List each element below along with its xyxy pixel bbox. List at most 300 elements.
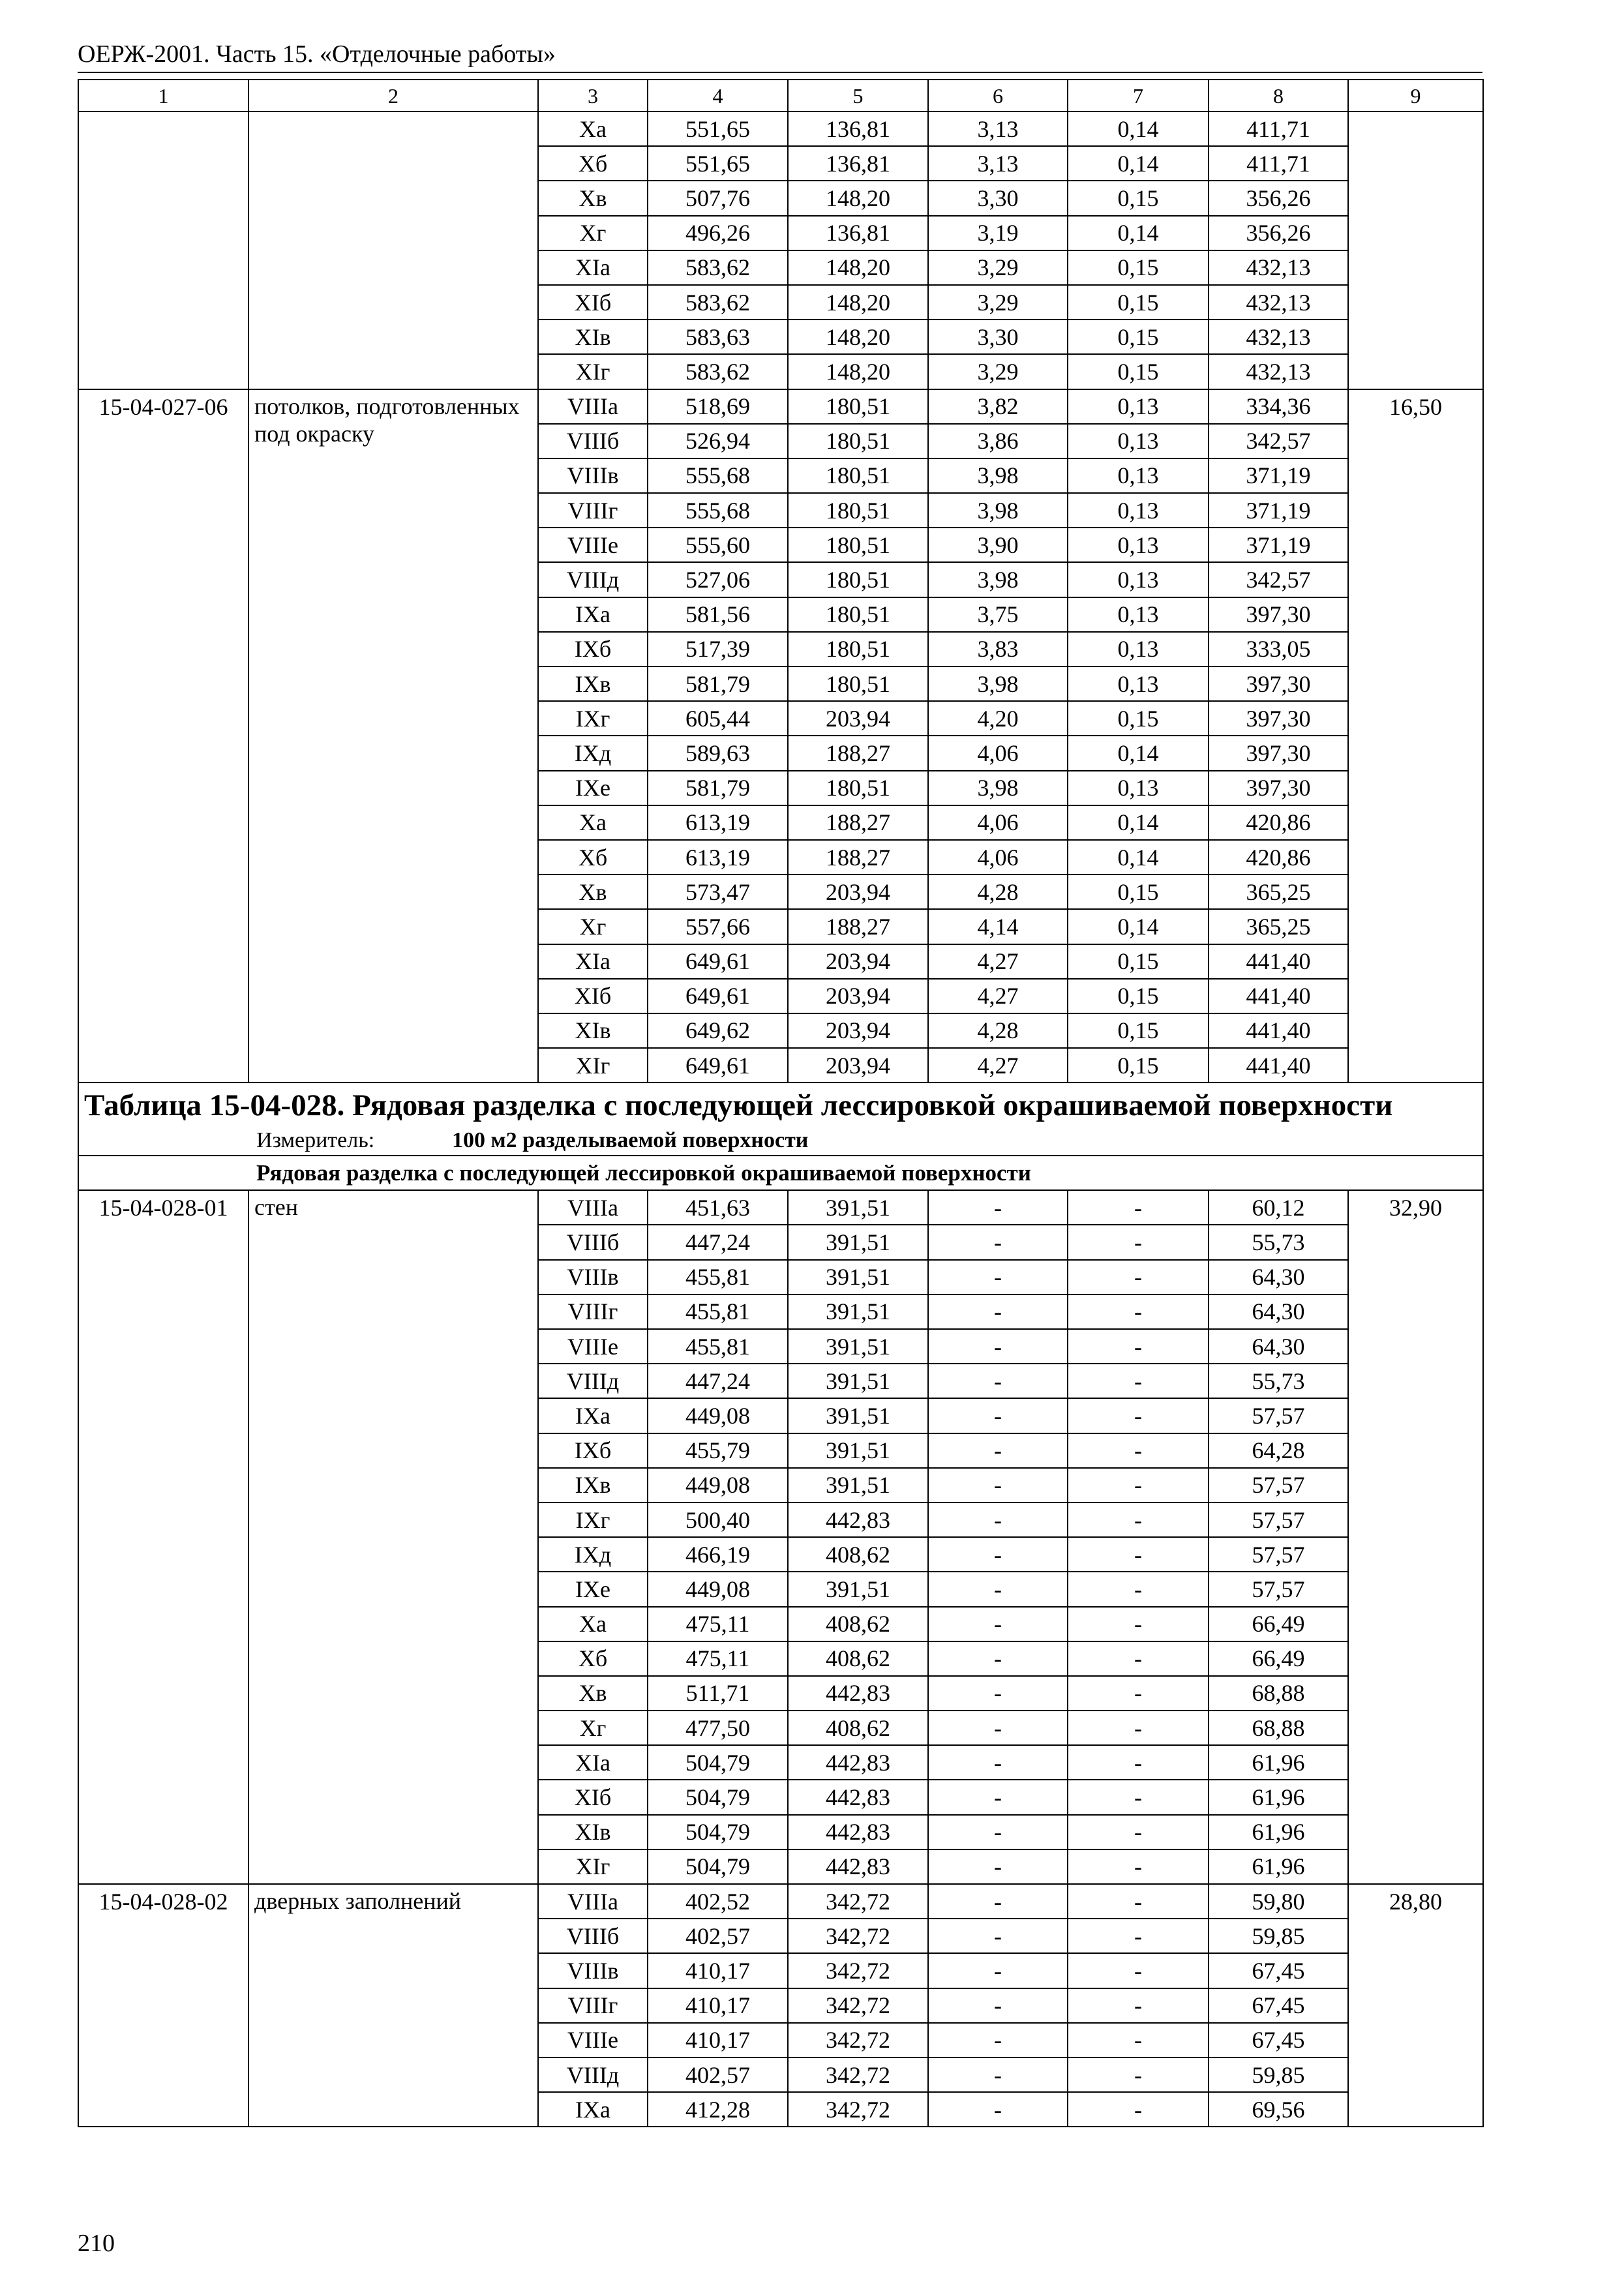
wages-cell: 180,51 — [788, 389, 928, 424]
machines-cell: - — [928, 2057, 1068, 2092]
table-row — [78, 1190, 1483, 1225]
machines-cell: 3,83 — [928, 632, 1068, 666]
grade-cell: VIIIe — [538, 1329, 648, 1364]
total-cost-cell: 447,24 — [648, 1364, 788, 1398]
wages-cell: 148,20 — [788, 285, 928, 320]
column-number: 3 — [538, 80, 648, 112]
total-cell — [1348, 112, 1483, 389]
machinist-wages-cell: - — [1068, 1780, 1209, 1814]
wages-cell: 391,51 — [788, 1225, 928, 1259]
column-number: 4 — [648, 80, 788, 112]
wages-cell: 148,20 — [788, 181, 928, 215]
machinist-wages-cell: - — [1068, 1711, 1209, 1745]
machines-cell: - — [928, 1676, 1068, 1711]
materials-cell: 61,96 — [1209, 1780, 1348, 1814]
machinist-wages-cell: 0,13 — [1068, 389, 1209, 424]
machines-cell: 3,98 — [928, 458, 1068, 493]
column-number: 8 — [1209, 80, 1348, 112]
materials-cell: 64,30 — [1209, 1329, 1348, 1364]
materials-cell: 57,57 — [1209, 1398, 1348, 1433]
machines-cell: 3,82 — [928, 389, 1068, 424]
materials-cell: 57,57 — [1209, 1572, 1348, 1606]
grade-cell: Xг — [538, 909, 648, 944]
grade-cell: XIa — [538, 250, 648, 285]
machines-cell: - — [928, 1884, 1068, 1919]
wages-cell: 180,51 — [788, 458, 928, 493]
wages-cell: 442,83 — [788, 1849, 928, 1884]
grade-cell: IXa — [538, 597, 648, 632]
total-cost-cell: 410,17 — [648, 1988, 788, 2023]
total-cost-cell: 447,24 — [648, 1225, 788, 1259]
wages-cell: 442,83 — [788, 1815, 928, 1849]
machines-cell: 3,29 — [928, 354, 1068, 389]
total-cost-cell: 507,76 — [648, 181, 788, 215]
grade-cell: XIa — [538, 944, 648, 979]
wages-cell: 203,94 — [788, 1013, 928, 1048]
machinist-wages-cell: 0,14 — [1068, 736, 1209, 770]
machines-cell: 4,06 — [928, 736, 1068, 770]
materials-cell: 57,57 — [1209, 1537, 1348, 1572]
machinist-wages-cell: 0,13 — [1068, 771, 1209, 805]
materials-cell: 64,30 — [1209, 1260, 1348, 1294]
materials-cell: 60,12 — [1209, 1190, 1348, 1225]
machines-cell: 3,29 — [928, 285, 1068, 320]
header-rule — [78, 72, 1482, 73]
machines-cell: 3,30 — [928, 320, 1068, 354]
grade-cell: Xa — [538, 805, 648, 840]
machinist-wages-cell: 0,15 — [1068, 320, 1209, 354]
total-cost-cell: 455,81 — [648, 1260, 788, 1294]
machinist-wages-cell: - — [1068, 1988, 1209, 2023]
materials-cell: 371,19 — [1209, 458, 1348, 493]
machinist-wages-cell: 0,13 — [1068, 458, 1209, 493]
grade-cell: IXв — [538, 666, 648, 701]
machinist-wages-cell: - — [1068, 1953, 1209, 1988]
wages-cell: 391,51 — [788, 1468, 928, 1503]
total-cost-cell: 402,57 — [648, 2057, 788, 2092]
machines-cell: - — [928, 1988, 1068, 2023]
wages-cell: 442,83 — [788, 1780, 928, 1814]
machines-cell: 4,28 — [928, 1013, 1068, 1048]
machinist-wages-cell: - — [1068, 2057, 1209, 2092]
machines-cell: 3,98 — [928, 666, 1068, 701]
materials-cell: 59,85 — [1209, 2057, 1348, 2092]
name-cell: дверных заполнений — [248, 1884, 538, 2127]
code-cell: 15-04-028-01 — [78, 1190, 248, 1884]
grade-cell: IXa — [538, 1398, 648, 1433]
total-cost-cell: 410,17 — [648, 1953, 788, 1988]
wages-cell: 203,94 — [788, 1048, 928, 1083]
page-number: 210 — [78, 2230, 115, 2257]
machines-cell: - — [928, 2023, 1068, 2057]
table-title: Таблица 15-04-028. Рядовая разделка с последующей лессировкой окрашиваемой поверхности — [84, 1088, 1393, 1123]
materials-cell: 432,13 — [1209, 354, 1348, 389]
machinist-wages-cell: 0,15 — [1068, 354, 1209, 389]
grade-cell: VIIIe — [538, 2023, 648, 2057]
wages-cell: 342,72 — [788, 2092, 928, 2127]
grade-cell: XIa — [538, 1745, 648, 1780]
machinist-wages-cell: 0,15 — [1068, 944, 1209, 979]
machinist-wages-cell: 0,15 — [1068, 979, 1209, 1013]
machines-cell: - — [928, 1537, 1068, 1572]
grade-cell: VIIIб — [538, 424, 648, 458]
total-cost-cell: 581,79 — [648, 771, 788, 805]
grade-cell: VIIIв — [538, 1953, 648, 1988]
materials-cell: 441,40 — [1209, 1013, 1348, 1048]
grade-cell: Xб — [538, 146, 648, 181]
materials-cell: 61,96 — [1209, 1745, 1348, 1780]
wages-cell: 180,51 — [788, 632, 928, 666]
machines-cell: 4,20 — [928, 701, 1068, 736]
machinist-wages-cell: 0,13 — [1068, 562, 1209, 597]
wages-cell: 391,51 — [788, 1572, 928, 1606]
machines-cell: - — [928, 1641, 1068, 1676]
materials-cell: 66,49 — [1209, 1607, 1348, 1641]
total-cost-cell: 581,56 — [648, 597, 788, 632]
machinist-wages-cell: 0,15 — [1068, 181, 1209, 215]
table-title-row — [78, 1083, 1483, 1156]
total-cost-cell: 551,65 — [648, 146, 788, 181]
total-cost-cell: 555,60 — [648, 528, 788, 562]
total-cost-cell: 649,61 — [648, 979, 788, 1013]
grade-cell: IXд — [538, 1537, 648, 1572]
materials-cell: 342,57 — [1209, 562, 1348, 597]
grade-cell: XIг — [538, 1849, 648, 1884]
materials-cell: 371,19 — [1209, 493, 1348, 528]
table-row — [78, 1884, 1483, 1919]
materials-cell: 57,57 — [1209, 1503, 1348, 1537]
materials-cell: 64,30 — [1209, 1294, 1348, 1329]
materials-cell: 441,40 — [1209, 944, 1348, 979]
total-cost-cell: 573,47 — [648, 875, 788, 909]
total-cost-cell: 496,26 — [648, 216, 788, 250]
total-cost-cell: 412,28 — [648, 2092, 788, 2127]
total-cost-cell: 504,79 — [648, 1780, 788, 1814]
total-cost-cell: 410,17 — [648, 2023, 788, 2057]
column-number: 6 — [928, 80, 1068, 112]
machines-cell: - — [928, 1398, 1068, 1433]
grade-cell: VIIIa — [538, 1884, 648, 1919]
machinist-wages-cell: - — [1068, 2092, 1209, 2127]
machines-cell: 3,86 — [928, 424, 1068, 458]
materials-cell: 57,57 — [1209, 1468, 1348, 1503]
total-cost-cell: 551,65 — [648, 112, 788, 146]
machines-cell: 4,06 — [928, 805, 1068, 840]
materials-cell: 365,25 — [1209, 909, 1348, 944]
materials-cell: 420,86 — [1209, 805, 1348, 840]
wages-cell: 180,51 — [788, 493, 928, 528]
column-number: 1 — [78, 80, 248, 112]
total-cost-cell: 475,11 — [648, 1607, 788, 1641]
materials-cell: 342,57 — [1209, 424, 1348, 458]
machines-cell: - — [928, 1572, 1068, 1606]
grade-cell: VIIIд — [538, 2057, 648, 2092]
materials-cell: 55,73 — [1209, 1225, 1348, 1259]
machines-cell: 4,27 — [928, 979, 1068, 1013]
page-header — [78, 38, 1482, 70]
grade-cell: VIIIe — [538, 528, 648, 562]
machinist-wages-cell: - — [1068, 1815, 1209, 1849]
machines-cell: - — [928, 1260, 1068, 1294]
machinist-wages-cell: 0,15 — [1068, 1048, 1209, 1083]
total-cost-cell: 455,81 — [648, 1329, 788, 1364]
grade-cell: VIIIд — [538, 562, 648, 597]
machines-cell: 4,27 — [928, 1048, 1068, 1083]
materials-cell: 61,96 — [1209, 1815, 1348, 1849]
materials-cell: 397,30 — [1209, 701, 1348, 736]
wages-cell: 148,20 — [788, 354, 928, 389]
grade-cell: Xг — [538, 1711, 648, 1745]
table-title-cell — [78, 1083, 1483, 1156]
machinist-wages-cell: 0,14 — [1068, 805, 1209, 840]
grade-cell: VIIIг — [538, 1294, 648, 1329]
grade-cell: Xв — [538, 1676, 648, 1711]
grade-cell: IXб — [538, 632, 648, 666]
materials-cell: 356,26 — [1209, 181, 1348, 215]
wages-cell: 180,51 — [788, 562, 928, 597]
grade-cell: VIIIa — [538, 1190, 648, 1225]
grade-cell: IXa — [538, 2092, 648, 2127]
machines-cell: - — [928, 1745, 1068, 1780]
total-cost-cell: 504,79 — [648, 1815, 788, 1849]
materials-cell: 411,71 — [1209, 112, 1348, 146]
machinist-wages-cell: - — [1068, 1364, 1209, 1398]
wages-cell: 188,27 — [788, 909, 928, 944]
total-cell: 16,50 — [1348, 389, 1483, 1083]
total-cost-cell: 583,62 — [648, 250, 788, 285]
materials-cell: 397,30 — [1209, 666, 1348, 701]
total-cost-cell: 613,19 — [648, 805, 788, 840]
machinist-wages-cell: 0,14 — [1068, 146, 1209, 181]
wages-cell: 391,51 — [788, 1260, 928, 1294]
total-cost-cell: 451,63 — [648, 1190, 788, 1225]
total-cost-cell: 475,11 — [648, 1641, 788, 1676]
machinist-wages-cell: 0,15 — [1068, 285, 1209, 320]
machines-cell: 3,90 — [928, 528, 1068, 562]
total-cost-cell: 449,08 — [648, 1398, 788, 1433]
machinist-wages-cell: 0,13 — [1068, 597, 1209, 632]
table-row — [78, 112, 1483, 146]
materials-cell: 441,40 — [1209, 979, 1348, 1013]
machinist-wages-cell: - — [1068, 1398, 1209, 1433]
machinist-wages-cell: - — [1068, 1537, 1209, 1572]
machines-cell: - — [928, 1225, 1068, 1259]
machinist-wages-cell: - — [1068, 1641, 1209, 1676]
grade-cell: IXe — [538, 771, 648, 805]
materials-cell: 356,26 — [1209, 216, 1348, 250]
machinist-wages-cell: 0,13 — [1068, 632, 1209, 666]
total-cost-cell: 518,69 — [648, 389, 788, 424]
machinist-wages-cell: - — [1068, 1919, 1209, 1953]
total-cost-cell: 583,63 — [648, 320, 788, 354]
code-cell: 15-04-028-02 — [78, 1884, 248, 2127]
grade-cell: Xб — [538, 1641, 648, 1676]
column-number: 2 — [248, 80, 538, 112]
machines-cell: - — [928, 1468, 1068, 1503]
materials-cell: 397,30 — [1209, 597, 1348, 632]
wages-cell: 391,51 — [788, 1190, 928, 1225]
materials-cell: 432,13 — [1209, 250, 1348, 285]
materials-cell: 68,88 — [1209, 1676, 1348, 1711]
machines-cell: - — [928, 1607, 1068, 1641]
grade-cell: Xб — [538, 840, 648, 875]
total-cost-cell: 583,62 — [648, 354, 788, 389]
wages-cell: 180,51 — [788, 666, 928, 701]
grade-cell: Xв — [538, 181, 648, 215]
machinist-wages-cell: - — [1068, 1190, 1209, 1225]
machines-cell: 3,19 — [928, 216, 1068, 250]
machinist-wages-cell: 0,14 — [1068, 112, 1209, 146]
measure-line — [84, 1124, 1477, 1155]
machines-cell: 4,28 — [928, 875, 1068, 909]
machines-cell: 3,98 — [928, 562, 1068, 597]
wages-cell: 136,81 — [788, 146, 928, 181]
grade-cell: IXб — [538, 1433, 648, 1468]
machinist-wages-cell: - — [1068, 1468, 1209, 1503]
grade-cell: Xa — [538, 112, 648, 146]
materials-cell: 59,80 — [1209, 1884, 1348, 1919]
materials-cell: 55,73 — [1209, 1364, 1348, 1398]
column-number: 7 — [1068, 80, 1209, 112]
machinist-wages-cell: 0,15 — [1068, 250, 1209, 285]
wages-cell: 203,94 — [788, 701, 928, 736]
total-cost-cell: 455,81 — [648, 1294, 788, 1329]
wages-cell: 408,62 — [788, 1641, 928, 1676]
wages-cell: 188,27 — [788, 840, 928, 875]
grade-cell: VIIIб — [538, 1225, 648, 1259]
machinist-wages-cell: 0,13 — [1068, 424, 1209, 458]
materials-cell: 68,88 — [1209, 1711, 1348, 1745]
machinist-wages-cell: 0,14 — [1068, 909, 1209, 944]
grade-cell: VIIIг — [538, 493, 648, 528]
wages-cell: 203,94 — [788, 979, 928, 1013]
machines-cell: - — [928, 1503, 1068, 1537]
name-cell — [248, 112, 538, 389]
grade-cell: XIв — [538, 1013, 648, 1048]
wages-cell: 203,94 — [788, 875, 928, 909]
machinist-wages-cell: - — [1068, 2023, 1209, 2057]
wages-cell: 203,94 — [788, 944, 928, 979]
machines-cell: 4,06 — [928, 840, 1068, 875]
materials-cell: 61,96 — [1209, 1849, 1348, 1884]
wages-cell: 391,51 — [788, 1398, 928, 1433]
materials-cell: 69,56 — [1209, 2092, 1348, 2127]
name-cell: потолков, подготовленных под окраску — [248, 389, 538, 1083]
materials-cell: 441,40 — [1209, 1048, 1348, 1083]
machinist-wages-cell: 0,14 — [1068, 840, 1209, 875]
machines-cell: - — [928, 1329, 1068, 1364]
machines-cell: 4,27 — [928, 944, 1068, 979]
machines-cell: 4,14 — [928, 909, 1068, 944]
wages-cell: 342,72 — [788, 1884, 928, 1919]
machinist-wages-cell: - — [1068, 1294, 1209, 1329]
grade-cell: XIв — [538, 1815, 648, 1849]
machines-cell: 3,98 — [928, 771, 1068, 805]
wages-cell: 180,51 — [788, 424, 928, 458]
machinist-wages-cell: 0,13 — [1068, 666, 1209, 701]
total-cost-cell: 589,63 — [648, 736, 788, 770]
total-cost-cell: 511,71 — [648, 1676, 788, 1711]
total-cost-cell: 649,61 — [648, 944, 788, 979]
wages-cell: 136,81 — [788, 216, 928, 250]
total-cost-cell: 449,08 — [648, 1572, 788, 1606]
machines-cell: - — [928, 1815, 1068, 1849]
table-row — [78, 389, 1483, 424]
machinist-wages-cell: - — [1068, 1745, 1209, 1780]
materials-cell: 420,86 — [1209, 840, 1348, 875]
total-cost-cell: 402,57 — [648, 1919, 788, 1953]
wages-cell: 342,72 — [788, 1988, 928, 2023]
wages-cell: 180,51 — [788, 528, 928, 562]
total-cost-cell: 555,68 — [648, 458, 788, 493]
grade-cell: VIIIв — [538, 458, 648, 493]
materials-cell: 67,45 — [1209, 2023, 1348, 2057]
total-cost-cell: 555,68 — [648, 493, 788, 528]
grade-cell: VIIIд — [538, 1364, 648, 1398]
code-cell: 15-04-027-06 — [78, 389, 248, 1083]
grade-cell: XIв — [538, 320, 648, 354]
wages-cell: 188,27 — [788, 736, 928, 770]
machinist-wages-cell: - — [1068, 1260, 1209, 1294]
materials-cell: 67,45 — [1209, 1953, 1348, 1988]
wages-cell: 442,83 — [788, 1676, 928, 1711]
grade-cell: IXг — [538, 701, 648, 736]
wages-cell: 342,72 — [788, 1919, 928, 1953]
machines-cell: 3,13 — [928, 112, 1068, 146]
machinist-wages-cell: - — [1068, 1503, 1209, 1537]
total-cost-cell: 526,94 — [648, 424, 788, 458]
wages-cell: 408,62 — [788, 1537, 928, 1572]
grade-cell: VIIIб — [538, 1919, 648, 1953]
wages-cell: 148,20 — [788, 250, 928, 285]
column-number: 9 — [1348, 80, 1483, 112]
machinist-wages-cell: - — [1068, 1849, 1209, 1884]
column-number-row — [78, 80, 1483, 112]
machines-cell: 3,13 — [928, 146, 1068, 181]
grade-cell: IXд — [538, 736, 648, 770]
materials-cell: 64,28 — [1209, 1433, 1348, 1468]
materials-cell: 67,45 — [1209, 1988, 1348, 2023]
grade-cell: IXг — [538, 1503, 648, 1537]
wages-cell: 391,51 — [788, 1294, 928, 1329]
machinist-wages-cell: 0,15 — [1068, 701, 1209, 736]
materials-cell: 432,13 — [1209, 320, 1348, 354]
machinist-wages-cell: - — [1068, 1676, 1209, 1711]
total-cost-cell: 605,44 — [648, 701, 788, 736]
wages-cell: 188,27 — [788, 805, 928, 840]
machinist-wages-cell: 0,14 — [1068, 216, 1209, 250]
machines-cell: - — [928, 1294, 1068, 1329]
machinist-wages-cell: - — [1068, 1572, 1209, 1606]
materials-cell: 397,30 — [1209, 736, 1348, 770]
grade-cell: VIIIa — [538, 389, 648, 424]
machinist-wages-cell: 0,13 — [1068, 528, 1209, 562]
wages-cell: 442,83 — [788, 1503, 928, 1537]
total-cost-cell: 649,61 — [648, 1048, 788, 1083]
materials-cell: 365,25 — [1209, 875, 1348, 909]
grade-cell: Xг — [538, 216, 648, 250]
wages-cell: 342,72 — [788, 2023, 928, 2057]
machines-cell: - — [928, 1711, 1068, 1745]
total-cell: 28,80 — [1348, 1884, 1483, 2127]
rates-table — [78, 79, 1484, 2127]
grade-cell: IXe — [538, 1572, 648, 1606]
grade-cell: VIIIв — [538, 1260, 648, 1294]
grade-cell: XIб — [538, 1780, 648, 1814]
total-cost-cell: 504,79 — [648, 1745, 788, 1780]
grade-cell: XIг — [538, 1048, 648, 1083]
machines-cell: 3,30 — [928, 181, 1068, 215]
